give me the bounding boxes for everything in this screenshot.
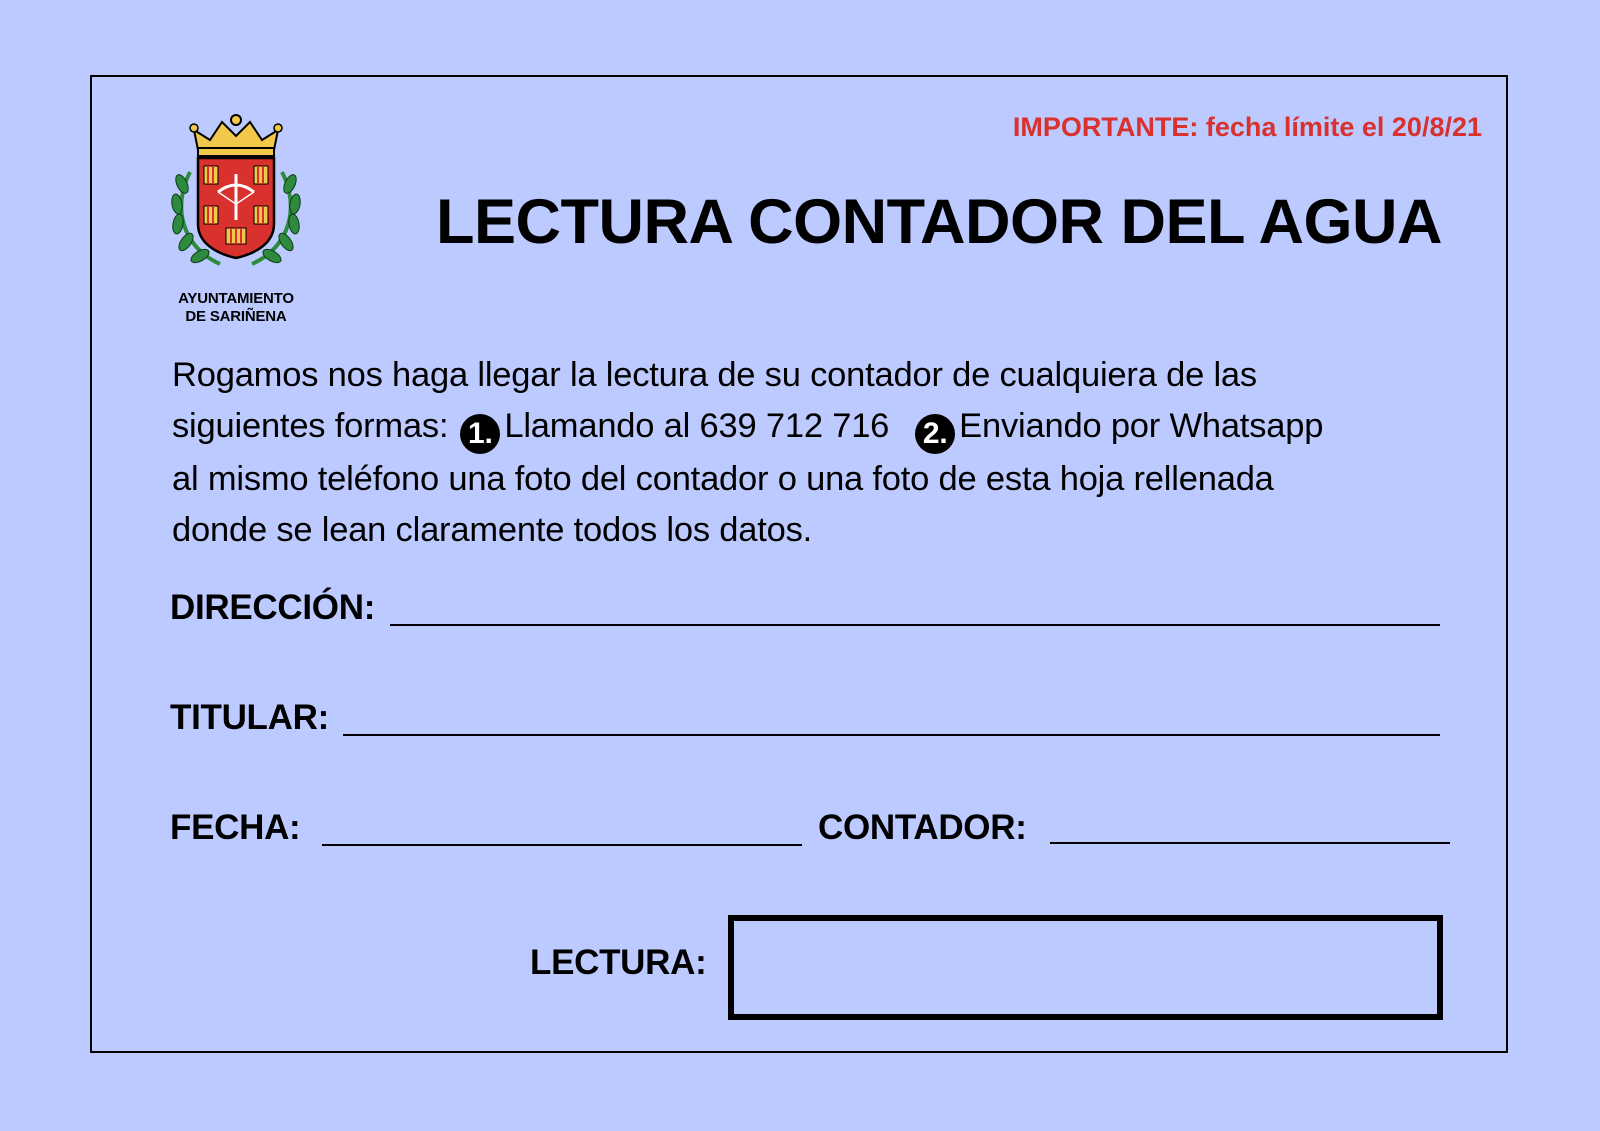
contador-label: CONTADOR: xyxy=(818,808,1027,847)
instructions-line-1: Rogamos nos haga llegar la lectura de su contador de cualquiera de las xyxy=(172,356,1257,394)
logo-caption xyxy=(168,290,304,326)
fecha-label: FECHA: xyxy=(170,808,301,847)
titular-label: TITULAR: xyxy=(170,698,329,737)
lectura-box[interactable] xyxy=(728,915,1443,1020)
instructions-line-4: donde se lean claramente todos los datos. xyxy=(172,511,813,549)
direccion-label: DIRECCIÓN: xyxy=(170,588,376,627)
instructions-lead: siguientes formas: xyxy=(172,407,449,445)
deadline-notice: IMPORTANTE: fecha límite el 20/8/21 xyxy=(1012,112,1482,142)
direccion-field[interactable] xyxy=(390,624,1440,626)
option-2-badge: 2. xyxy=(915,414,955,454)
titular-field[interactable] xyxy=(343,734,1440,736)
logo-caption-line2: DE SARIÑENA xyxy=(185,308,287,325)
logo-caption-line1: AYUNTAMIENTO xyxy=(178,290,294,307)
contador-field[interactable] xyxy=(1050,842,1450,844)
instructions-line-2 xyxy=(172,401,1472,454)
option-1-badge: 1. xyxy=(460,414,500,454)
fecha-field[interactable] xyxy=(322,844,802,846)
instructions-line-3: al mismo teléfono una foto del contador o una foto de esta hoja rellenada xyxy=(172,460,1274,498)
option-2-text: Enviando por Whatsapp xyxy=(959,407,1324,445)
lectura-label: LECTURA: xyxy=(530,943,707,982)
page-title: LECTURA CONTADOR DEL AGUA xyxy=(436,187,1442,257)
instructions-paragraph xyxy=(172,350,1472,556)
option-1-text: Llamando al 639 712 716 xyxy=(504,407,890,445)
